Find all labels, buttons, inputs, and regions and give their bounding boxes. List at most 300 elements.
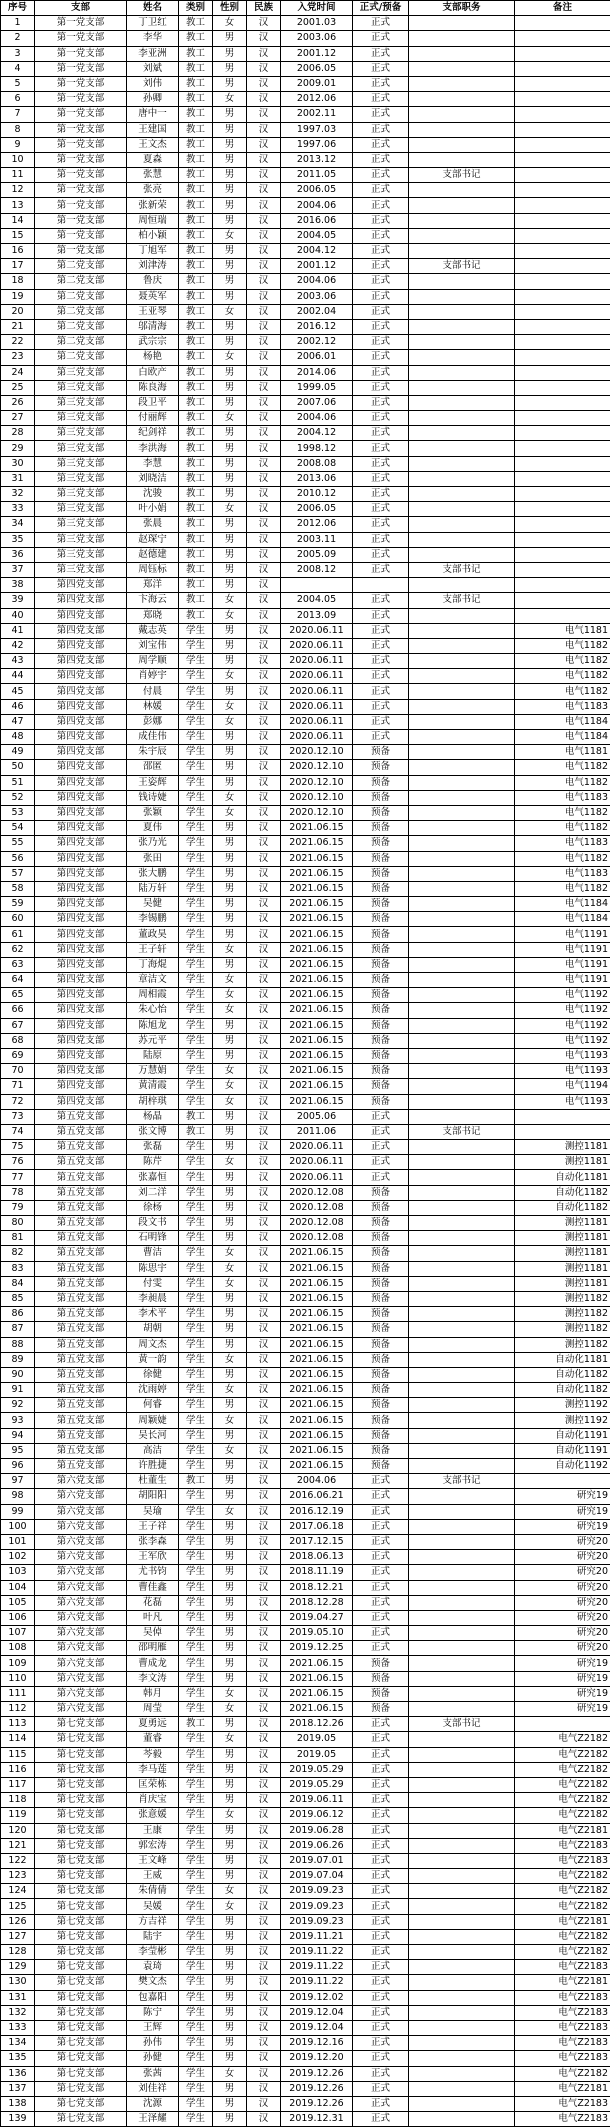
cell-branch-role[interactable] <box>409 1777 515 1792</box>
table-row[interactable] <box>1 2005 610 2020</box>
cell-status[interactable]: 预备 <box>353 1291 409 1306</box>
cell-join-date[interactable]: 2020.12.08 <box>281 1185 353 1200</box>
cell-join-date[interactable]: 2019.12.31 <box>281 2112 353 2127</box>
cell-category[interactable]: 教工 <box>179 1109 213 1124</box>
cell-remark[interactable]: 电气Z2183 <box>515 2096 610 2111</box>
cell-ethnicity[interactable]: 汉 <box>247 1064 281 1079</box>
cell-remark[interactable]: 电气Z2183 <box>515 1838 610 1853</box>
cell-ethnicity[interactable]: 汉 <box>247 61 281 76</box>
cell-gender[interactable]: 男 <box>213 547 247 562</box>
cell-branch[interactable]: 第一党支部 <box>35 16 127 31</box>
cell-category[interactable]: 教工 <box>179 593 213 608</box>
cell-branch-role[interactable] <box>409 304 515 319</box>
table-row[interactable] <box>1 1534 610 1549</box>
cell-gender[interactable]: 男 <box>213 2112 247 2127</box>
cell-name[interactable]: 朱倩倩 <box>127 1884 179 1899</box>
cell-name[interactable]: 孙健 <box>127 2051 179 2066</box>
cell-remark[interactable] <box>515 76 610 91</box>
cell-status[interactable]: 正式 <box>353 1990 409 2005</box>
cell-ethnicity[interactable]: 汉 <box>247 274 281 289</box>
cell-branch[interactable]: 第七党支部 <box>35 1869 127 1884</box>
cell-gender[interactable]: 女 <box>213 1003 247 1018</box>
cell-name[interactable]: 卞海云 <box>127 593 179 608</box>
cell-index[interactable]: 79 <box>1 1200 35 1215</box>
cell-index[interactable]: 65 <box>1 988 35 1003</box>
table-row[interactable] <box>1 426 610 441</box>
cell-branch-role[interactable] <box>409 669 515 684</box>
cell-join-date[interactable]: 2018.11.19 <box>281 1565 353 1580</box>
cell-category[interactable]: 学生 <box>179 1003 213 1018</box>
cell-name[interactable]: 吴长河 <box>127 1428 179 1443</box>
cell-index[interactable]: 139 <box>1 2112 35 2127</box>
cell-name[interactable]: 刘伟 <box>127 76 179 91</box>
cell-ethnicity[interactable]: 汉 <box>247 745 281 760</box>
table-row[interactable] <box>1 1337 610 1352</box>
cell-name[interactable]: 刘晓洁 <box>127 471 179 486</box>
cell-remark[interactable]: 电气Z2183 <box>515 2051 610 2066</box>
cell-status[interactable]: 正式 <box>353 289 409 304</box>
cell-category[interactable]: 学生 <box>179 866 213 881</box>
cell-index[interactable]: 9 <box>1 137 35 152</box>
cell-ethnicity[interactable]: 汉 <box>247 1808 281 1823</box>
cell-branch-role[interactable] <box>409 1246 515 1261</box>
cell-branch-role[interactable] <box>409 152 515 167</box>
cell-branch[interactable]: 第七党支部 <box>35 1853 127 1868</box>
cell-branch[interactable]: 第五党支部 <box>35 1246 127 1261</box>
cell-remark[interactable] <box>515 213 610 228</box>
cell-index[interactable]: 103 <box>1 1565 35 1580</box>
cell-branch[interactable]: 第七党支部 <box>35 1793 127 1808</box>
cell-status[interactable]: 预备 <box>353 1322 409 1337</box>
cell-branch-role[interactable] <box>409 61 515 76</box>
cell-branch-role[interactable] <box>409 1869 515 1884</box>
cell-name[interactable]: 张慧 <box>127 168 179 183</box>
cell-category[interactable]: 教工 <box>179 1474 213 1489</box>
cell-remark[interactable]: 电气1182 <box>515 654 610 669</box>
cell-index[interactable]: 58 <box>1 881 35 896</box>
table-row[interactable] <box>1 1565 610 1580</box>
cell-index[interactable]: 7 <box>1 107 35 122</box>
cell-join-date[interactable]: 2021.06.15 <box>281 973 353 988</box>
table-row[interactable] <box>1 562 610 577</box>
cell-ethnicity[interactable]: 汉 <box>247 1732 281 1747</box>
cell-index[interactable]: 108 <box>1 1641 35 1656</box>
cell-branch[interactable]: 第四党支部 <box>35 897 127 912</box>
cell-ethnicity[interactable]: 汉 <box>247 654 281 669</box>
cell-branch[interactable]: 第三党支部 <box>35 487 127 502</box>
cell-name[interactable]: 朱心怡 <box>127 1003 179 1018</box>
cell-branch[interactable]: 第二党支部 <box>35 274 127 289</box>
cell-join-date[interactable]: 2019.12.16 <box>281 2036 353 2051</box>
cell-category[interactable]: 学生 <box>179 1428 213 1443</box>
cell-branch-role[interactable] <box>409 1732 515 1747</box>
cell-index[interactable]: 47 <box>1 714 35 729</box>
table-row[interactable] <box>1 1033 610 1048</box>
cell-ethnicity[interactable]: 汉 <box>247 608 281 623</box>
cell-branch-role[interactable] <box>409 836 515 851</box>
cell-join-date[interactable]: 2021.06.15 <box>281 1459 353 1474</box>
cell-remark[interactable]: 电气1191 <box>515 942 610 957</box>
cell-branch[interactable]: 第四党支部 <box>35 988 127 1003</box>
cell-branch-role[interactable] <box>409 1504 515 1519</box>
cell-branch-role[interactable] <box>409 684 515 699</box>
cell-category[interactable]: 教工 <box>179 319 213 334</box>
cell-branch-role[interactable] <box>409 942 515 957</box>
cell-branch[interactable]: 第七党支部 <box>35 2066 127 2081</box>
table-row[interactable] <box>1 805 610 820</box>
cell-status[interactable]: 正式 <box>353 1610 409 1625</box>
cell-branch[interactable]: 第一党支部 <box>35 228 127 243</box>
cell-gender[interactable]: 男 <box>213 31 247 46</box>
table-row[interactable] <box>1 1580 610 1595</box>
cell-name[interactable]: 白欧产 <box>127 365 179 380</box>
table-row[interactable] <box>1 1626 610 1641</box>
cell-status[interactable]: 预备 <box>353 1413 409 1428</box>
cell-ethnicity[interactable]: 汉 <box>247 1291 281 1306</box>
cell-branch[interactable]: 第三党支部 <box>35 441 127 456</box>
cell-name[interactable]: 丁海焜 <box>127 957 179 972</box>
cell-name[interactable]: 王康 <box>127 1823 179 1838</box>
cell-branch[interactable]: 第六党支部 <box>35 1474 127 1489</box>
cell-ethnicity[interactable]: 汉 <box>247 866 281 881</box>
cell-join-date[interactable]: 2013.06 <box>281 471 353 486</box>
cell-name[interactable]: 匡荣栋 <box>127 1777 179 1792</box>
cell-ethnicity[interactable]: 汉 <box>247 137 281 152</box>
cell-branch-role[interactable] <box>409 1322 515 1337</box>
cell-category[interactable]: 学生 <box>179 1656 213 1671</box>
cell-branch-role[interactable]: 支部书记 <box>409 562 515 577</box>
cell-branch[interactable]: 第六党支部 <box>35 1686 127 1701</box>
cell-gender[interactable]: 女 <box>213 1155 247 1170</box>
cell-join-date[interactable]: 2016.12 <box>281 319 353 334</box>
cell-join-date[interactable]: 2001.12 <box>281 46 353 61</box>
cell-index[interactable]: 105 <box>1 1595 35 1610</box>
cell-status[interactable]: 预备 <box>353 1276 409 1291</box>
cell-name[interactable]: 张乃光 <box>127 836 179 851</box>
cell-name[interactable]: 李文涛 <box>127 1671 179 1686</box>
cell-branch[interactable]: 第一党支部 <box>35 107 127 122</box>
cell-branch[interactable]: 第五党支部 <box>35 1367 127 1382</box>
table-row[interactable] <box>1 1960 610 1975</box>
cell-status[interactable]: 预备 <box>353 1079 409 1094</box>
cell-status[interactable]: 正式 <box>353 1823 409 1838</box>
table-row[interactable] <box>1 1003 610 1018</box>
cell-name[interactable]: 沈源 <box>127 2096 179 2111</box>
cell-branch[interactable]: 第四党支部 <box>35 578 127 593</box>
cell-branch[interactable]: 第四党支部 <box>35 1079 127 1094</box>
cell-category[interactable]: 学生 <box>179 1838 213 1853</box>
cell-join-date[interactable]: 2021.06.15 <box>281 1702 353 1717</box>
table-row[interactable] <box>1 487 610 502</box>
cell-branch-role[interactable] <box>409 2096 515 2111</box>
cell-name[interactable]: 叶凡 <box>127 1610 179 1625</box>
cell-name[interactable]: 黄清霞 <box>127 1079 179 1094</box>
table-row[interactable] <box>1 2096 610 2111</box>
cell-name[interactable]: 刘佳祥 <box>127 2081 179 2096</box>
cell-join-date[interactable]: 2016.06 <box>281 213 353 228</box>
cell-gender[interactable]: 女 <box>213 1064 247 1079</box>
cell-join-date[interactable]: 2003.11 <box>281 532 353 547</box>
cell-status[interactable]: 正式 <box>353 304 409 319</box>
cell-join-date[interactable]: 2014.06 <box>281 365 353 380</box>
cell-gender[interactable]: 男 <box>213 456 247 471</box>
table-row[interactable] <box>1 1595 610 1610</box>
cell-status[interactable]: 预备 <box>353 1443 409 1458</box>
cell-join-date[interactable]: 2021.06.15 <box>281 1383 353 1398</box>
cell-status[interactable]: 预备 <box>353 973 409 988</box>
cell-name[interactable]: 张田 <box>127 851 179 866</box>
table-row[interactable] <box>1 1929 610 1944</box>
cell-status[interactable]: 预备 <box>353 1686 409 1701</box>
cell-branch-role[interactable] <box>409 471 515 486</box>
cell-branch-role[interactable] <box>409 1626 515 1641</box>
cell-ethnicity[interactable]: 汉 <box>247 699 281 714</box>
cell-status[interactable]: 正式 <box>353 1595 409 1610</box>
cell-branch-role[interactable] <box>409 881 515 896</box>
cell-join-date[interactable]: 2006.05 <box>281 61 353 76</box>
cell-remark[interactable] <box>515 228 610 243</box>
cell-remark[interactable]: 电气1192 <box>515 1003 610 1018</box>
cell-status[interactable]: 预备 <box>353 1398 409 1413</box>
cell-remark[interactable]: 研究20 <box>515 1626 610 1641</box>
table-row[interactable] <box>1 1504 610 1519</box>
cell-category[interactable]: 教工 <box>179 31 213 46</box>
cell-branch[interactable]: 第一党支部 <box>35 76 127 91</box>
cell-category[interactable]: 教工 <box>179 61 213 76</box>
cell-status[interactable]: 预备 <box>353 1383 409 1398</box>
cell-ethnicity[interactable]: 汉 <box>247 244 281 259</box>
cell-join-date[interactable]: 2019.06.12 <box>281 1808 353 1823</box>
table-row[interactable] <box>1 1276 610 1291</box>
cell-remark[interactable] <box>515 183 610 198</box>
cell-branch[interactable]: 第四党支部 <box>35 593 127 608</box>
cell-branch-role[interactable] <box>409 1398 515 1413</box>
cell-gender[interactable]: 男 <box>213 821 247 836</box>
cell-branch-role[interactable] <box>409 1899 515 1914</box>
table-row[interactable] <box>1 1793 610 1808</box>
cell-category[interactable]: 学生 <box>179 714 213 729</box>
table-row[interactable] <box>1 1322 610 1337</box>
cell-status[interactable]: 正式 <box>353 532 409 547</box>
cell-branch[interactable]: 第六党支部 <box>35 1534 127 1549</box>
cell-gender[interactable]: 男 <box>213 1231 247 1246</box>
cell-name[interactable]: 张意媛 <box>127 1808 179 1823</box>
cell-index[interactable]: 15 <box>1 228 35 243</box>
cell-index[interactable]: 62 <box>1 942 35 957</box>
cell-branch[interactable]: 第一党支部 <box>35 152 127 167</box>
cell-branch[interactable]: 第四党支部 <box>35 942 127 957</box>
table-row[interactable] <box>1 1261 610 1276</box>
cell-status[interactable]: 正式 <box>353 1140 409 1155</box>
cell-category[interactable]: 学生 <box>179 1747 213 1762</box>
cell-remark[interactable]: 电气1194 <box>515 1079 610 1094</box>
cell-category[interactable]: 学生 <box>179 1352 213 1367</box>
cell-branch[interactable]: 第四党支部 <box>35 638 127 653</box>
cell-remark[interactable]: 电气Z2182 <box>515 1732 610 1747</box>
cell-index[interactable]: 20 <box>1 304 35 319</box>
cell-branch-role[interactable] <box>409 927 515 942</box>
cell-join-date[interactable]: 2021.06.15 <box>281 1291 353 1306</box>
cell-index[interactable]: 42 <box>1 638 35 653</box>
cell-remark[interactable] <box>515 61 610 76</box>
cell-category[interactable]: 学生 <box>179 699 213 714</box>
cell-gender[interactable]: 男 <box>213 2005 247 2020</box>
cell-branch-role[interactable]: 支部书记 <box>409 1474 515 1489</box>
cell-gender[interactable]: 男 <box>213 168 247 183</box>
cell-remark[interactable]: 电气Z2183 <box>515 2112 610 2127</box>
cell-join-date[interactable]: 2002.12 <box>281 335 353 350</box>
cell-status[interactable]: 预备 <box>353 866 409 881</box>
cell-status[interactable]: 正式 <box>353 1534 409 1549</box>
cell-join-date[interactable]: 2020.06.11 <box>281 1140 353 1155</box>
cell-category[interactable]: 学生 <box>179 2081 213 2096</box>
cell-ethnicity[interactable]: 汉 <box>247 350 281 365</box>
cell-ethnicity[interactable]: 汉 <box>247 2036 281 2051</box>
cell-ethnicity[interactable]: 汉 <box>247 168 281 183</box>
cell-index[interactable]: 12 <box>1 183 35 198</box>
cell-branch[interactable]: 第七党支部 <box>35 1960 127 1975</box>
cell-category[interactable]: 学生 <box>179 836 213 851</box>
cell-join-date[interactable]: 2020.06.11 <box>281 654 353 669</box>
cell-remark[interactable]: 电气1182 <box>515 821 610 836</box>
cell-branch-role[interactable] <box>409 1823 515 1838</box>
cell-join-date[interactable]: 2001.03 <box>281 16 353 31</box>
cell-gender[interactable]: 男 <box>213 1140 247 1155</box>
cell-remark[interactable] <box>515 152 610 167</box>
cell-gender[interactable]: 男 <box>213 487 247 502</box>
cell-remark[interactable]: 电气1184 <box>515 714 610 729</box>
cell-remark[interactable] <box>515 1717 610 1732</box>
cell-status[interactable]: 正式 <box>353 274 409 289</box>
cell-name[interactable]: 刘二洋 <box>127 1185 179 1200</box>
cell-gender[interactable]: 男 <box>213 395 247 410</box>
cell-gender[interactable]: 男 <box>213 1580 247 1595</box>
cell-branch[interactable]: 第一党支部 <box>35 92 127 107</box>
cell-category[interactable]: 学生 <box>179 2036 213 2051</box>
cell-ethnicity[interactable]: 汉 <box>247 304 281 319</box>
cell-join-date[interactable]: 2020.12.10 <box>281 775 353 790</box>
cell-branch-role[interactable] <box>409 335 515 350</box>
cell-gender[interactable]: 男 <box>213 1762 247 1777</box>
table-row[interactable] <box>1 304 610 319</box>
cell-index[interactable]: 27 <box>1 411 35 426</box>
cell-remark[interactable]: 研究20 <box>515 1565 610 1580</box>
cell-ethnicity[interactable]: 汉 <box>247 1246 281 1261</box>
cell-index[interactable]: 137 <box>1 2081 35 2096</box>
cell-join-date[interactable]: 2008.12 <box>281 562 353 577</box>
cell-index[interactable]: 118 <box>1 1793 35 1808</box>
cell-gender[interactable]: 女 <box>213 1884 247 1899</box>
cell-status[interactable]: 正式 <box>353 46 409 61</box>
cell-category[interactable]: 学生 <box>179 1626 213 1641</box>
cell-index[interactable]: 44 <box>1 669 35 684</box>
cell-join-date[interactable]: 2021.06.15 <box>281 1307 353 1322</box>
cell-branch-role[interactable] <box>409 137 515 152</box>
cell-gender[interactable]: 男 <box>213 61 247 76</box>
cell-join-date[interactable]: 2019.05.29 <box>281 1777 353 1792</box>
table-row[interactable] <box>1 92 610 107</box>
cell-join-date[interactable]: 2019.05.29 <box>281 1762 353 1777</box>
table-row[interactable] <box>1 1610 610 1625</box>
cell-remark[interactable]: 电气Z2182 <box>515 1869 610 1884</box>
cell-remark[interactable]: 电气1181 <box>515 623 610 638</box>
cell-branch-role[interactable] <box>409 897 515 912</box>
cell-branch-role[interactable] <box>409 1702 515 1717</box>
cell-index[interactable]: 4 <box>1 61 35 76</box>
cell-ethnicity[interactable]: 汉 <box>247 1853 281 1868</box>
cell-remark[interactable]: 测控1181 <box>515 1155 610 1170</box>
cell-branch-role[interactable] <box>409 699 515 714</box>
cell-remark[interactable]: 自动化1182 <box>515 1185 610 1200</box>
cell-branch[interactable]: 第四党支部 <box>35 973 127 988</box>
cell-branch-role[interactable] <box>409 2005 515 2020</box>
cell-ethnicity[interactable]: 汉 <box>247 198 281 213</box>
cell-index[interactable]: 76 <box>1 1155 35 1170</box>
cell-status[interactable]: 正式 <box>353 593 409 608</box>
cell-branch[interactable]: 第四党支部 <box>35 851 127 866</box>
cell-ethnicity[interactable]: 汉 <box>247 1838 281 1853</box>
cell-ethnicity[interactable]: 汉 <box>247 1307 281 1322</box>
cell-branch-role[interactable] <box>409 2081 515 2096</box>
cell-name[interactable]: 陈芹 <box>127 1155 179 1170</box>
cell-join-date[interactable]: 2008.08 <box>281 456 353 471</box>
cell-remark[interactable]: 电气Z2182 <box>515 1884 610 1899</box>
cell-status[interactable]: 正式 <box>353 1777 409 1792</box>
cell-remark[interactable]: 电气Z2182 <box>515 2066 610 2081</box>
cell-index[interactable]: 23 <box>1 350 35 365</box>
cell-gender[interactable]: 女 <box>213 699 247 714</box>
cell-branch[interactable]: 第七党支部 <box>35 2096 127 2111</box>
cell-branch[interactable]: 第三党支部 <box>35 517 127 532</box>
cell-name[interactable]: 付丽辉 <box>127 411 179 426</box>
cell-remark[interactable] <box>515 547 610 562</box>
cell-join-date[interactable]: 2021.06.15 <box>281 1428 353 1443</box>
cell-status[interactable]: 正式 <box>353 1626 409 1641</box>
cell-gender[interactable]: 女 <box>213 988 247 1003</box>
cell-ethnicity[interactable]: 汉 <box>247 1367 281 1382</box>
cell-ethnicity[interactable]: 汉 <box>247 1960 281 1975</box>
cell-ethnicity[interactable]: 汉 <box>247 1519 281 1534</box>
cell-status[interactable]: 预备 <box>353 927 409 942</box>
cell-gender[interactable]: 男 <box>213 1945 247 1960</box>
cell-name[interactable]: 成佳伟 <box>127 730 179 745</box>
cell-branch[interactable]: 第七党支部 <box>35 2051 127 2066</box>
cell-join-date[interactable]: 2021.06.15 <box>281 1367 353 1382</box>
table-row[interactable] <box>1 1352 610 1367</box>
cell-remark[interactable] <box>515 92 610 107</box>
cell-status[interactable]: 正式 <box>353 1170 409 1185</box>
cell-ethnicity[interactable]: 汉 <box>247 851 281 866</box>
cell-branch[interactable]: 第四党支部 <box>35 1094 127 1109</box>
cell-branch[interactable]: 第四党支部 <box>35 866 127 881</box>
cell-branch[interactable]: 第四党支部 <box>35 684 127 699</box>
cell-remark[interactable]: 测控1192 <box>515 1413 610 1428</box>
cell-gender[interactable]: 女 <box>213 714 247 729</box>
table-row[interactable] <box>1 1200 610 1215</box>
cell-index[interactable]: 138 <box>1 2096 35 2111</box>
table-row[interactable] <box>1 821 610 836</box>
cell-branch[interactable]: 第四党支部 <box>35 881 127 896</box>
cell-branch-role[interactable] <box>409 1838 515 1853</box>
cell-branch-role[interactable] <box>409 760 515 775</box>
cell-branch[interactable]: 第四党支部 <box>35 1033 127 1048</box>
cell-category[interactable]: 学生 <box>179 1185 213 1200</box>
cell-remark[interactable]: 电气Z2183 <box>515 2020 610 2035</box>
cell-status[interactable]: 正式 <box>353 1808 409 1823</box>
cell-remark[interactable]: 电气1191 <box>515 927 610 942</box>
cell-remark[interactable] <box>515 471 610 486</box>
cell-remark[interactable] <box>515 304 610 319</box>
